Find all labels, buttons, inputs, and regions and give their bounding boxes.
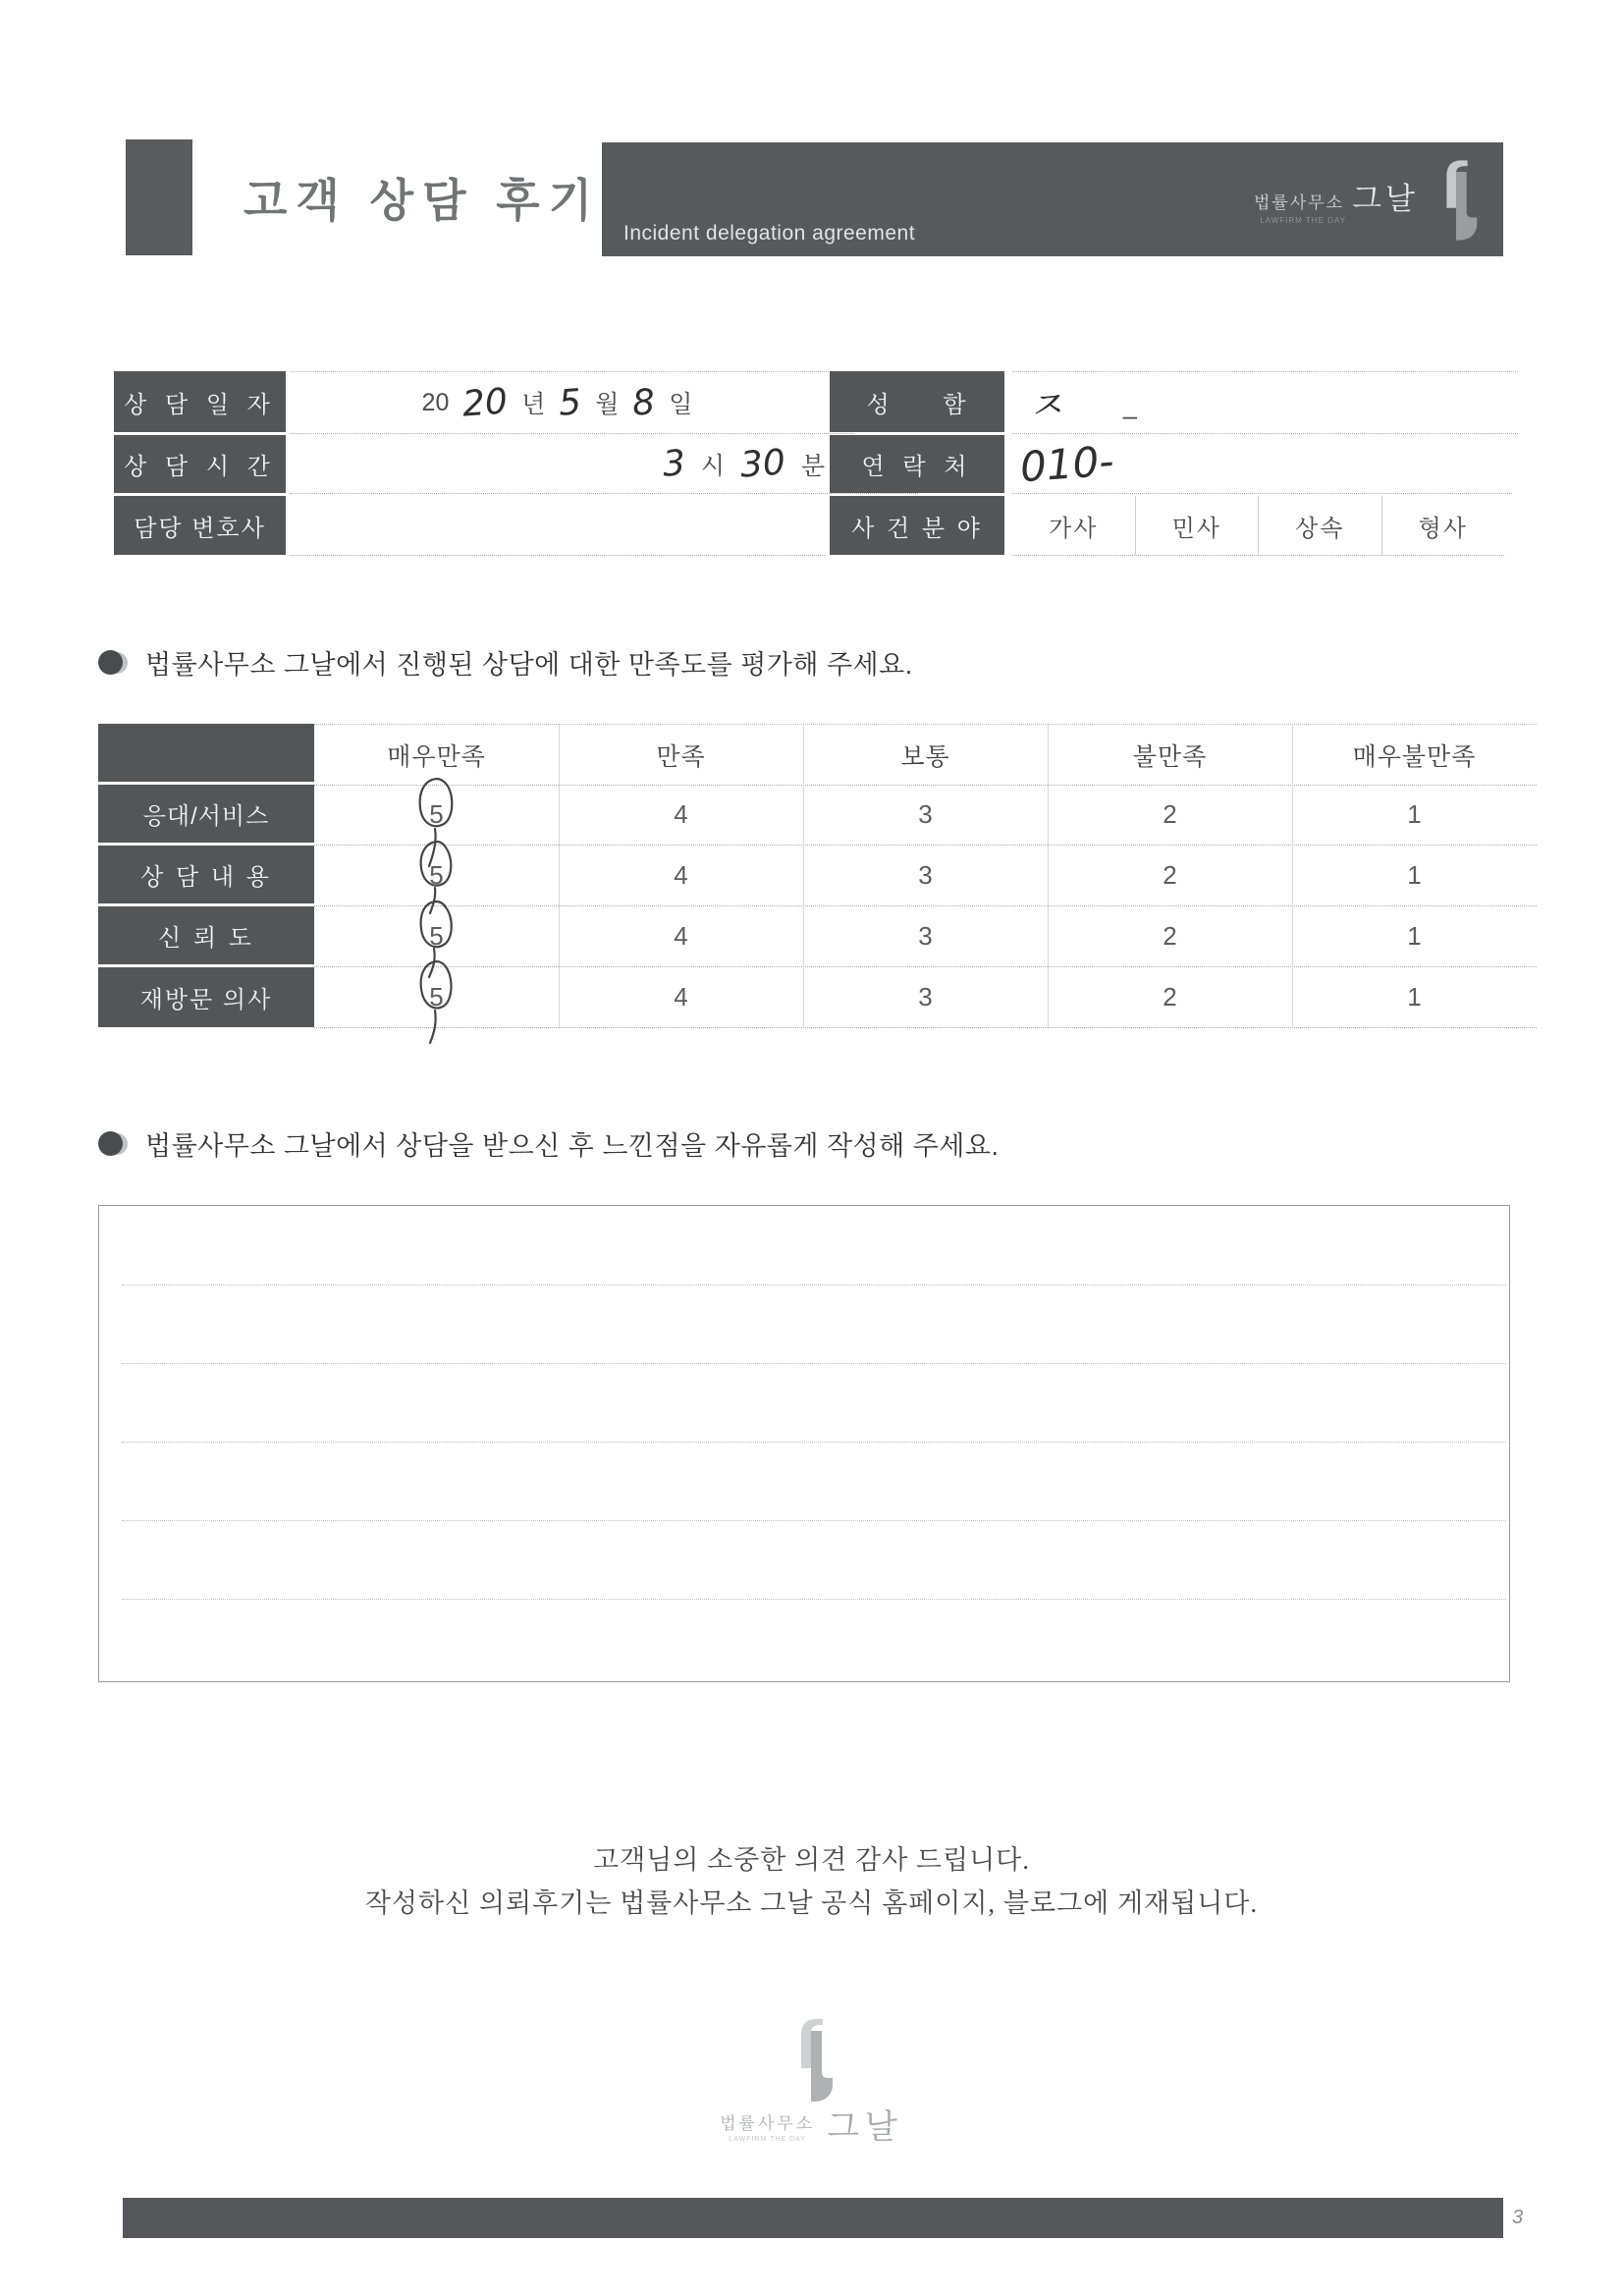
name-dash-mark: – [1122, 400, 1138, 430]
grid-separator [1292, 724, 1293, 1028]
feedback-writing-area [98, 1205, 1510, 1682]
title-accent-block [126, 139, 192, 255]
ruled-line [122, 1520, 1506, 1521]
date-month-unit: 월 [595, 391, 620, 418]
rating-cell-selected: 5 [429, 799, 444, 829]
bottom-accent-bar [123, 2198, 1503, 2238]
contact-field [1012, 435, 1512, 494]
date-month-handwritten: 5 [557, 381, 583, 424]
case-option-criminal: 형사 [1381, 496, 1505, 555]
rating-cell: 3 [918, 860, 933, 890]
rating-cell: 1 [1407, 921, 1422, 951]
date-day-unit: 일 [669, 391, 693, 418]
feedback-heading-row [98, 1124, 999, 1163]
label-case-area: 사 건 분 야 [830, 496, 1004, 555]
rating-cell: 2 [1163, 921, 1177, 951]
consult-time-field [290, 435, 918, 494]
case-area-field [1012, 496, 1504, 556]
date-century-print: 20 [421, 388, 450, 416]
rating-cell-selected: 5 [429, 860, 444, 890]
column-neutral: 보통 [900, 742, 950, 771]
name-field [1012, 371, 1518, 434]
firm-logo-text [1253, 182, 1419, 225]
rating-cell: 2 [1163, 982, 1177, 1011]
grid-separator [803, 724, 804, 1028]
rating-label-revisit: 재방문 의사 [98, 967, 314, 1027]
firm-type-label: 법률사무소 [1253, 192, 1345, 212]
rating-cell-selected: 5 [429, 921, 444, 951]
case-option-family: 가사 [1049, 515, 1099, 542]
page-number: 3 [1512, 2207, 1524, 2228]
rating-cell: 3 [918, 982, 933, 1011]
ruled-line [122, 1363, 1506, 1364]
rating-cell: 1 [1407, 982, 1422, 1011]
rating-label-content: 상 담 내 용 [98, 846, 314, 903]
column-dissatisfied: 불만족 [1132, 742, 1208, 771]
header-banner [602, 142, 1503, 256]
footer-firm-logo [684, 2015, 940, 2146]
section-bullet-icon [98, 650, 128, 676]
grid-separator [1048, 724, 1049, 1028]
rating-column-headers [314, 724, 1537, 786]
label-name: 성 함 [830, 371, 1004, 432]
rating-row-content [314, 846, 1537, 906]
firm-caption-label: LAWFIRM THE DAY [1260, 215, 1346, 225]
footer-firm-name-label: 그날 [827, 2107, 903, 2146]
form-title: 고객 상담 후기 [243, 175, 602, 226]
rating-row-revisit [314, 967, 1537, 1028]
rating-cell-selected: 5 [429, 982, 444, 1011]
rating-cell: 4 [674, 799, 688, 829]
footer-firm-type-label: 법률사무소 [720, 2114, 816, 2133]
time-minute-handwritten: 30 [738, 442, 787, 486]
rating-cell: 2 [1163, 860, 1177, 890]
footer-firm-caption-label: LAWFIRM THE DAY [729, 2136, 806, 2143]
firm-name-label: 그날 [1352, 182, 1419, 216]
ruled-line [122, 1599, 1506, 1600]
date-day-handwritten: 8 [630, 381, 657, 424]
ruled-line [122, 1442, 1506, 1443]
consult-date-field [290, 371, 854, 434]
firm-monogram-icon [1429, 156, 1486, 243]
label-lawyer: 담당 변호사 [114, 496, 286, 555]
firm-logo [1254, 160, 1486, 243]
satisfaction-heading: 법률사무소 그날에서 진행된 상담에 대한 만족도를 평가해 주세요. [145, 650, 913, 680]
rating-cell: 4 [674, 860, 688, 890]
rating-header-spacer [98, 724, 314, 782]
rating-cell: 4 [674, 921, 688, 951]
rating-cell: 1 [1407, 860, 1422, 890]
rating-cell: 3 [918, 799, 933, 829]
case-option-inheritance: 상속 [1258, 496, 1381, 555]
name-handwritten: ㅈ [1024, 382, 1066, 430]
time-hour-unit: 시 [700, 452, 726, 480]
column-very-dissatisfied: 매우불만족 [1352, 742, 1477, 771]
rating-cell: 2 [1163, 799, 1177, 829]
feedback-heading: 법률사무소 그날에서 상담을 받으신 후 느낀점을 자유롭게 작성해 주세요. [145, 1131, 1000, 1161]
rating-row-service [314, 785, 1537, 846]
thanks-line-1: 고객님의 소중한 의견 감사 드립니다. [593, 1845, 1030, 1875]
date-year-unit: 년 [521, 391, 546, 418]
label-consult-date: 상 담 일 자 [114, 371, 286, 432]
column-very-satisfied: 매우만족 [387, 742, 486, 771]
case-option-civil: 민사 [1135, 496, 1259, 555]
thanks-line-2: 작성하신 의뢰후기는 법률사무소 그날 공식 홈페이지, 블로그에 게재됩니다. [364, 1888, 1259, 1918]
section-bullet-icon [98, 1131, 128, 1157]
rating-row-trust [314, 906, 1537, 967]
contact-handwritten: 010- [1018, 436, 1115, 492]
lawyer-field [290, 496, 825, 556]
column-satisfied: 만족 [656, 742, 706, 771]
date-year-handwritten: 20 [460, 380, 510, 425]
banner-subtitle: Incident delegation agreement [623, 222, 916, 245]
rating-cell: 1 [1407, 799, 1422, 829]
rating-label-trust: 신 뢰 도 [98, 906, 314, 964]
footer-monogram-icon [783, 2015, 841, 2104]
satisfaction-heading-row [98, 643, 913, 682]
label-contact: 연 락 처 [830, 435, 1004, 493]
rating-cell: 4 [674, 982, 688, 1011]
label-consult-time: 상 담 시 간 [114, 435, 286, 493]
grid-separator [559, 724, 560, 1028]
time-minute-unit: 분 [800, 452, 825, 480]
time-hour-handwritten: 3 [661, 443, 687, 485]
rating-cell: 3 [918, 921, 933, 951]
rating-label-service: 응대/서비스 [98, 785, 314, 843]
